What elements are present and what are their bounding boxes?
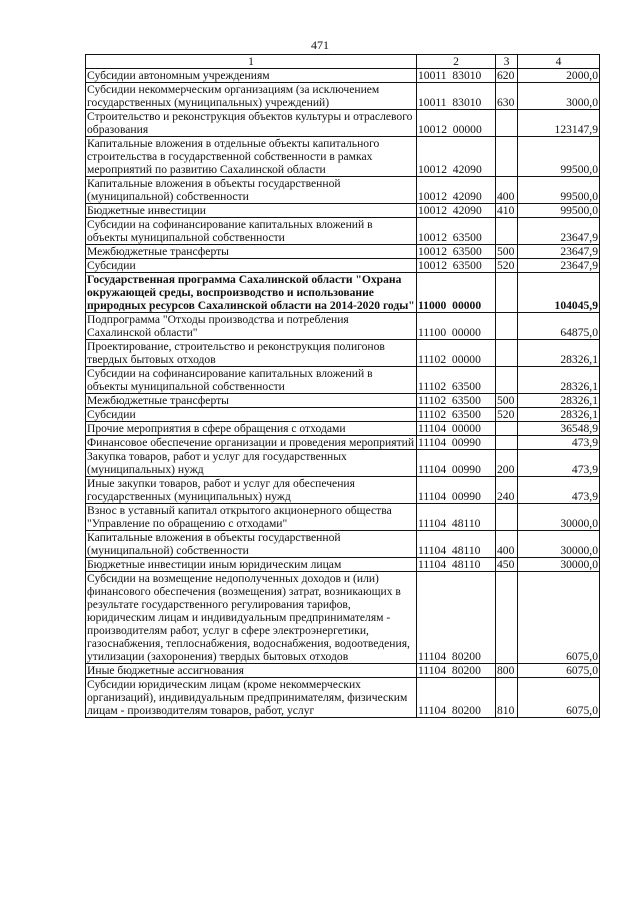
row-vr: 810 bbox=[496, 678, 518, 718]
row-code: 10012 42090 bbox=[417, 177, 496, 204]
row-vr: 520 bbox=[496, 259, 518, 273]
row-amount: 473,9 bbox=[518, 436, 600, 450]
row-vr: 620 bbox=[496, 69, 518, 83]
table-row bbox=[86, 678, 600, 718]
budget-table bbox=[85, 54, 600, 718]
row-code: 10011 83010 bbox=[417, 83, 496, 110]
row-vr bbox=[496, 436, 518, 450]
table-row bbox=[86, 572, 600, 664]
row-code: 10012 42090 bbox=[417, 204, 496, 218]
row-amount: 28326,1 bbox=[518, 408, 600, 422]
row-name: Иные закупки товаров, работ и услуг для обеспечения государственных (муниципальных) нужд bbox=[86, 477, 417, 504]
row-name: Проектирование, строительство и реконструкция полигонов твердых бытовых отходов bbox=[86, 340, 417, 367]
table-row bbox=[86, 69, 600, 83]
row-name: Субсидии юридическим лицам (кроме некоммерческих организаций), индивидуальным предпринимателям, физическим лицам - производителям товаров, работ, услуг bbox=[86, 678, 417, 718]
row-vr bbox=[496, 572, 518, 664]
table-row bbox=[86, 204, 600, 218]
table-row bbox=[86, 83, 600, 110]
row-code: 11104 00990 bbox=[417, 450, 496, 477]
row-name: Субсидии автономным учреждениям bbox=[86, 69, 417, 83]
column-header-name: 1 bbox=[86, 55, 417, 69]
row-name: Строительство и реконструкция объектов культуры и отраслевого образования bbox=[86, 110, 417, 137]
row-amount: 64875,0 bbox=[518, 313, 600, 340]
row-amount: 99500,0 bbox=[518, 177, 600, 204]
row-amount: 123147,9 bbox=[518, 110, 600, 137]
row-code: 11102 00000 bbox=[417, 340, 496, 367]
row-amount: 473,9 bbox=[518, 477, 600, 504]
row-amount: 30000,0 bbox=[518, 558, 600, 572]
row-name: Субсидии на возмещение недополученных доходов и (или) финансового обеспечения (возмещения) затрат, возникающих в результате государственного регулирования тарифов, юридическим лицам и индивидуальным предпринимателям - производителям работ, услуг в сфере электроэнергетики, газоснабжения, теплоснабжения, водоснабжения, водоотведения, утилизации (захоронения) твердых бытовых отходов bbox=[86, 572, 417, 664]
table-row bbox=[86, 477, 600, 504]
row-code: 10011 83010 bbox=[417, 69, 496, 83]
row-name: Субсидии на софинансирование капитальных вложений в объекты муниципальной собственности bbox=[86, 218, 417, 245]
table-row bbox=[86, 436, 600, 450]
column-header-code: 2 bbox=[417, 55, 496, 69]
row-vr bbox=[496, 137, 518, 177]
row-name: Закупка товаров, работ и услуг для государственных (муниципальных) нужд bbox=[86, 450, 417, 477]
row-vr bbox=[496, 367, 518, 394]
row-amount: 28326,1 bbox=[518, 367, 600, 394]
table-row bbox=[86, 340, 600, 367]
row-code: 11100 00000 bbox=[417, 313, 496, 340]
row-vr: 520 bbox=[496, 408, 518, 422]
row-vr: 450 bbox=[496, 558, 518, 572]
row-amount: 28326,1 bbox=[518, 394, 600, 408]
row-vr bbox=[496, 273, 518, 313]
row-name: Бюджетные инвестиции bbox=[86, 204, 417, 218]
row-name: Капитальные вложения в отдельные объекты капитального строительства в государственной собственности в рамках мероприятий по развитию Сахалинской области bbox=[86, 137, 417, 177]
table-header-row bbox=[86, 55, 600, 69]
row-code: 11104 00000 bbox=[417, 422, 496, 436]
row-code: 11104 80200 bbox=[417, 572, 496, 664]
row-amount: 99500,0 bbox=[518, 137, 600, 177]
row-code: 10012 63500 bbox=[417, 245, 496, 259]
row-vr: 400 bbox=[496, 531, 518, 558]
table-row bbox=[86, 558, 600, 572]
row-vr: 500 bbox=[496, 394, 518, 408]
table-row bbox=[86, 504, 600, 531]
row-code: 11104 48110 bbox=[417, 558, 496, 572]
row-name: Прочие мероприятия в сфере обращения с отходами bbox=[86, 422, 417, 436]
row-name: Подпрограмма "Отходы производства и потребления Сахалинской области" bbox=[86, 313, 417, 340]
row-amount: 2000,0 bbox=[518, 69, 600, 83]
row-code: 11102 63500 bbox=[417, 408, 496, 422]
column-header-amount: 4 bbox=[518, 55, 600, 69]
table-row bbox=[86, 177, 600, 204]
row-name: Субсидии на софинансирование капитальных вложений в объекты муниципальной собственности bbox=[86, 367, 417, 394]
row-code: 11104 80200 bbox=[417, 664, 496, 678]
row-amount: 23647,9 bbox=[518, 259, 600, 273]
row-vr: 400 bbox=[496, 177, 518, 204]
row-code: 11102 63500 bbox=[417, 394, 496, 408]
table-row bbox=[86, 110, 600, 137]
row-name: Государственная программа Сахалинской области "Охрана окружающей среды, воспроизводство и использование природных ресурсов Сахалинской области на 2014-2020 годы" bbox=[87, 273, 415, 312]
row-amount: 104045,9 bbox=[518, 273, 600, 313]
row-amount: 3000,0 bbox=[518, 83, 600, 110]
table-row bbox=[86, 245, 600, 259]
row-amount: 23647,9 bbox=[518, 218, 600, 245]
row-name: Субсидии некоммерческим организациям (за исключением государственных (муниципальных) учреждений) bbox=[86, 83, 417, 110]
table-row bbox=[86, 273, 600, 313]
table-row bbox=[86, 218, 600, 245]
row-code: 10012 42090 bbox=[417, 137, 496, 177]
row-code: 11104 48110 bbox=[417, 504, 496, 531]
row-code: 11104 00990 bbox=[417, 477, 496, 504]
table-row bbox=[86, 450, 600, 477]
row-code: 10012 63500 bbox=[417, 218, 496, 245]
row-code: 11104 80200 bbox=[417, 678, 496, 718]
row-code: 11104 48110 bbox=[417, 531, 496, 558]
row-vr bbox=[496, 422, 518, 436]
row-amount: 28326,1 bbox=[518, 340, 600, 367]
table-row bbox=[86, 664, 600, 678]
row-code: 11000 00000 bbox=[417, 273, 496, 313]
row-name: Капитальные вложения в объекты государственной (муниципальной) собственности bbox=[86, 531, 417, 558]
row-name: Капитальные вложения в объекты государственной (муниципальной) собственности bbox=[86, 177, 417, 204]
row-amount: 6075,0 bbox=[518, 664, 600, 678]
row-vr bbox=[496, 110, 518, 137]
row-vr: 800 bbox=[496, 664, 518, 678]
row-code: 11102 63500 bbox=[417, 367, 496, 394]
row-vr bbox=[496, 504, 518, 531]
page-number: 471 bbox=[311, 38, 329, 52]
row-amount: 99500,0 bbox=[518, 204, 600, 218]
row-name: Субсидии bbox=[86, 408, 417, 422]
row-vr bbox=[496, 340, 518, 367]
row-name: Взнос в уставный капитал открытого акционерного общества "Управление по обращению с отходами" bbox=[86, 504, 417, 531]
row-vr: 240 bbox=[496, 477, 518, 504]
row-name: Межбюджетные трансферты bbox=[86, 245, 417, 259]
row-name: Субсидии bbox=[86, 259, 417, 273]
table-row bbox=[86, 394, 600, 408]
table-row bbox=[86, 313, 600, 340]
row-code: 10012 00000 bbox=[417, 110, 496, 137]
row-amount: 23647,9 bbox=[518, 245, 600, 259]
row-amount: 6075,0 bbox=[518, 572, 600, 664]
row-vr bbox=[496, 313, 518, 340]
table-row bbox=[86, 367, 600, 394]
row-vr: 200 bbox=[496, 450, 518, 477]
row-amount: 30000,0 bbox=[518, 504, 600, 531]
table-row bbox=[86, 259, 600, 273]
table-row bbox=[86, 531, 600, 558]
row-name: Бюджетные инвестиции иным юридическим лицам bbox=[86, 558, 417, 572]
column-header-vr: 3 bbox=[496, 55, 518, 69]
row-code: 11104 00990 bbox=[417, 436, 496, 450]
row-amount: 473,9 bbox=[518, 450, 600, 477]
row-vr: 410 bbox=[496, 204, 518, 218]
row-amount: 36548,9 bbox=[518, 422, 600, 436]
row-name: Межбюджетные трансферты bbox=[86, 394, 417, 408]
row-vr: 630 bbox=[496, 83, 518, 110]
table-row bbox=[86, 422, 600, 436]
table-row bbox=[86, 137, 600, 177]
row-code: 10012 63500 bbox=[417, 259, 496, 273]
table-row bbox=[86, 408, 600, 422]
row-amount: 6075,0 bbox=[518, 678, 600, 718]
row-name: Иные бюджетные ассигнования bbox=[86, 664, 417, 678]
row-name: Финансовое обеспечение организации и проведения мероприятий bbox=[86, 436, 417, 450]
row-vr bbox=[496, 218, 518, 245]
row-vr: 500 bbox=[496, 245, 518, 259]
row-amount: 30000,0 bbox=[518, 531, 600, 558]
